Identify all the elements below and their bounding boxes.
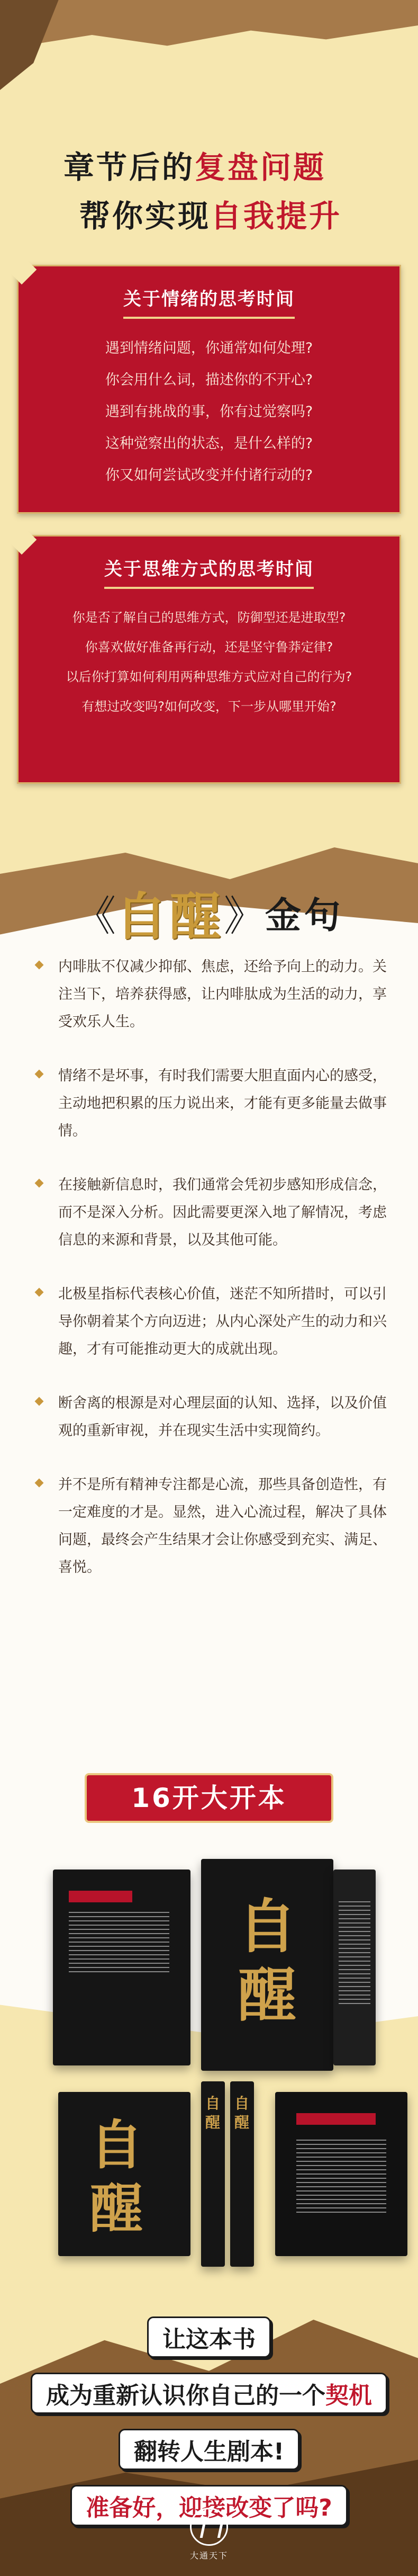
call-to-action bbox=[0, 2309, 418, 2534]
spine-glyph-bottom: 醒 bbox=[205, 2114, 221, 2131]
open-bracket: 《 bbox=[74, 892, 116, 941]
question-item: 你会用什么词，描述你的不开心? bbox=[105, 372, 313, 388]
spine-glyph-top: 自 bbox=[205, 2095, 221, 2112]
spine-glyph-bottom: 醒 bbox=[234, 2114, 250, 2131]
headline-line-1 bbox=[42, 143, 418, 192]
question-item: 有想过改变吗?如何改变，下一步从哪里开始? bbox=[81, 699, 337, 714]
question-item: 你又如何尝试改变并付诸行动的? bbox=[105, 467, 313, 484]
book-title-calligraphy: 自醒 bbox=[115, 887, 224, 946]
quotes-list bbox=[32, 953, 397, 1608]
publisher-logo bbox=[185, 2508, 233, 2561]
diamond-bullet-icon bbox=[35, 1070, 44, 1079]
red-sticker bbox=[296, 2113, 376, 2125]
headline-line-2-highlight: 自我提升 bbox=[211, 198, 342, 234]
book-spine bbox=[201, 2081, 225, 2267]
headline-line-2 bbox=[79, 192, 418, 240]
format-badge-label: 16开大开本 bbox=[131, 1783, 287, 1813]
book-back-cover bbox=[53, 1870, 190, 2065]
quotes-title bbox=[0, 876, 418, 949]
book-cover-standing bbox=[58, 2092, 190, 2256]
quote-item bbox=[32, 1281, 397, 1363]
book-product-photo bbox=[0, 1859, 418, 2272]
publisher-name: 大通天下 bbox=[189, 2551, 228, 2561]
quote-text: 北极星指标代表核心价值，迷茫不知所措时，可以引导你朝着某个方向迈进；从内心深处产生的动力和兴趣，才有可能推动更大的成就出现。 bbox=[58, 1286, 387, 1357]
close-bracket: 》 bbox=[223, 892, 265, 941]
book-front-cover bbox=[201, 1859, 333, 2071]
red-sticker bbox=[69, 1891, 132, 1902]
question-item: 你是否了解自己的思维方式，防御型还是进取型? bbox=[72, 610, 346, 625]
question-item: 遇到有挑战的事，你有过觉察吗? bbox=[105, 404, 313, 420]
top-torn-band bbox=[0, 0, 418, 64]
emotion-box-title: 关于情绪的思考时间 bbox=[123, 284, 295, 319]
diamond-bullet-icon bbox=[35, 1288, 44, 1297]
book-back-standing bbox=[275, 2092, 407, 2256]
text-lines-decoration bbox=[69, 1912, 169, 1975]
book-flap bbox=[333, 1870, 376, 2065]
question-item: 这种觉察出的状态，是什么样的? bbox=[105, 435, 313, 452]
cover-glyph-top: 自 bbox=[238, 1892, 296, 1961]
cta-line-3: 翻转人生剧本! bbox=[119, 2429, 299, 2470]
diamond-bullet-icon bbox=[35, 1397, 44, 1406]
format-badge bbox=[85, 1773, 333, 1823]
publisher-logo-icon bbox=[190, 2508, 228, 2546]
quote-text: 并不是所有精神专注都是心流，那些具备创造性，有一定难度的才是。显然，进入心流过程，解决了具体问题，最终会产生结果才会让你感受到充实、满足、喜悦。 bbox=[58, 1477, 387, 1576]
cover-glyph-bottom: 醒 bbox=[238, 1961, 296, 2029]
quote-item bbox=[32, 1171, 397, 1254]
question-item: 以后你打算如何利用两种思维方式应对自己的行为? bbox=[66, 669, 352, 684]
cta-line-4: 准备好，迎接改变了吗? bbox=[70, 2485, 348, 2526]
thinking-question-list bbox=[19, 603, 399, 721]
text-lines-decoration bbox=[339, 1901, 370, 2007]
thinking-question-box bbox=[17, 535, 401, 784]
quote-text: 在接触新信息时，我们通常会凭初步感知形成信念，而不是深入分析。因此需要更深入地了解情况，考虑信息的来源和背景，以及其他可能。 bbox=[58, 1177, 387, 1248]
quote-text: 断舍离的根源是对心理层面的认知、选择，以及价值观的重新审视，并在现实生活中实现简约。 bbox=[58, 1395, 387, 1439]
cover-glyph-bottom: 醒 bbox=[90, 2177, 143, 2240]
diamond-bullet-icon bbox=[35, 1179, 44, 1188]
cta-line-1: 让这本书 bbox=[147, 2316, 271, 2358]
quote-item bbox=[32, 1471, 397, 1581]
cta-line-2 bbox=[31, 2373, 387, 2414]
diamond-bullet-icon bbox=[35, 1479, 44, 1488]
quote-text: 情绪不是坏事，有时我们需要大胆直面内心的感受，主动地把积累的压力说出来，才能有更多能量去做事情。 bbox=[58, 1068, 387, 1139]
headline-line-1-prefix: 章节后的 bbox=[63, 149, 195, 185]
quote-item bbox=[32, 1390, 397, 1445]
cta-line-2-highlight: 契机 bbox=[325, 2382, 372, 2409]
text-lines-decoration bbox=[296, 2140, 386, 2214]
diamond-bullet-icon bbox=[35, 961, 44, 970]
emotion-question-box bbox=[17, 265, 401, 514]
book-spine bbox=[230, 2081, 254, 2267]
question-item: 遇到情绪问题，你通常如何处理? bbox=[105, 340, 313, 356]
quote-item bbox=[32, 953, 397, 1036]
emotion-question-list bbox=[19, 333, 399, 491]
headline-line-1-highlight: 复盘问题 bbox=[195, 149, 326, 185]
quote-text: 内啡肽不仅减少抑郁、焦虑，还给予向上的动力。关注当下，培养获得感，让内啡肽成为生活的动力，享受欢乐人生。 bbox=[58, 959, 387, 1030]
headline bbox=[0, 143, 418, 240]
spine-glyph-top: 自 bbox=[234, 2095, 250, 2112]
question-item: 你喜欢做好准备再行动，还是坚守鲁莽定律? bbox=[85, 640, 333, 655]
cta-line-2-prefix: 成为重新认识你自己的一个 bbox=[46, 2382, 325, 2409]
thinking-box-title: 关于思维方式的思考时间 bbox=[104, 554, 314, 589]
quote-item bbox=[32, 1062, 397, 1145]
quotes-label: 金句 bbox=[265, 895, 344, 937]
cover-glyph-top: 自 bbox=[90, 2114, 143, 2176]
headline-line-2-prefix: 帮你实现 bbox=[79, 198, 211, 234]
